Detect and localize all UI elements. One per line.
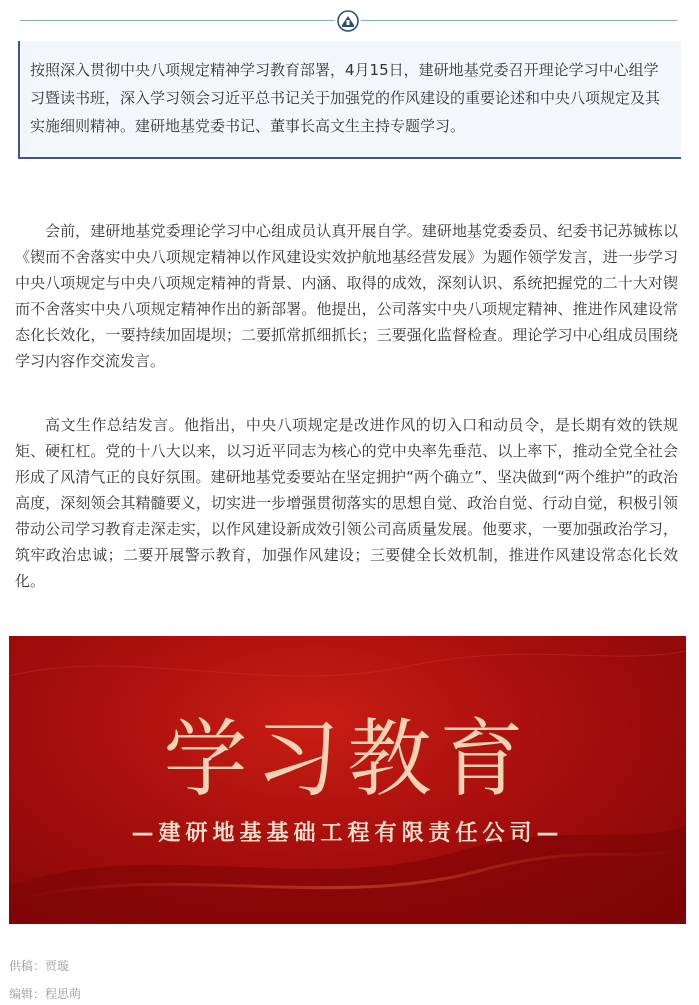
editor-credit: 编辑：程思萌	[9, 987, 82, 1001]
study-education-banner	[9, 636, 686, 924]
intro-left-border	[18, 41, 20, 159]
company-logo-icon	[335, 8, 361, 34]
contributor-credit: 供稿：贾璇	[9, 959, 70, 973]
intro-box	[18, 41, 681, 159]
article-paragraph-1: 会前，建研地基党委理论学习中心组成员认真开展自学。建研地基党委委员、纪委书记苏铖栋以《锲而不舍落实中央八项规定精神以作风建设实效护航地基经营发展》为题作领学发言，进一步学习中央八项规定与中央八项规定精神的背景、内涵、取得的成效，深刻认识、系统把握党的二十大对锲而不舍落实中央八项规定精神作出的新部署。他提出，公司落实中央八项规定精神、推进作风建设常态化长效化，一要持续加固堤坝；二要抓常抓细抓长；三要强化监督检查。理论学习中心组成员围绕学习内容作交流发言。	[15, 222, 678, 370]
intro-text: 按照深入贯彻中央八项规定精神学习教育部署，4月15日，建研地基党委召开理论学习中心组学习暨读书班，深入学习领会习近平总书记关于加强党的作风建设的重要论述和中央八项规定及其实施细则精神。建研地基党委书记、董事长高文生主持专题学习。	[30, 61, 661, 135]
banner-title: 学习教育	[163, 710, 532, 808]
article-paragraph-2: 高文生作总结发言。他指出，中央八项规定是改进作风的切入口和动员令，是长期有效的铁规矩、硬杠杠。党的十八大以来，以习近平同志为核心的党中央率先垂范、以上率下，推动全党全社会形成了风清气正的良好氛围。建研地基党委要站在坚定拥护“两个确立”、坚决做到“两个维护”的政治高度，深刻领会其精髓要义，切实进一步增强贯彻落实的思想自觉、政治自觉、行动自觉，积极引领带动公司学习教育走深走实，以作风建设新成效引领公司高质量发展。他要求，一要加强政治学习，筑牢政治忠诚；二要开展警示教育，加强作风建设；三要健全长效机制，推进作风建设常态化长效化。	[15, 416, 678, 590]
intro-bottom-border	[18, 157, 681, 159]
banner-subtitle: —建研地基基础工程有限责任公司—	[131, 821, 564, 846]
